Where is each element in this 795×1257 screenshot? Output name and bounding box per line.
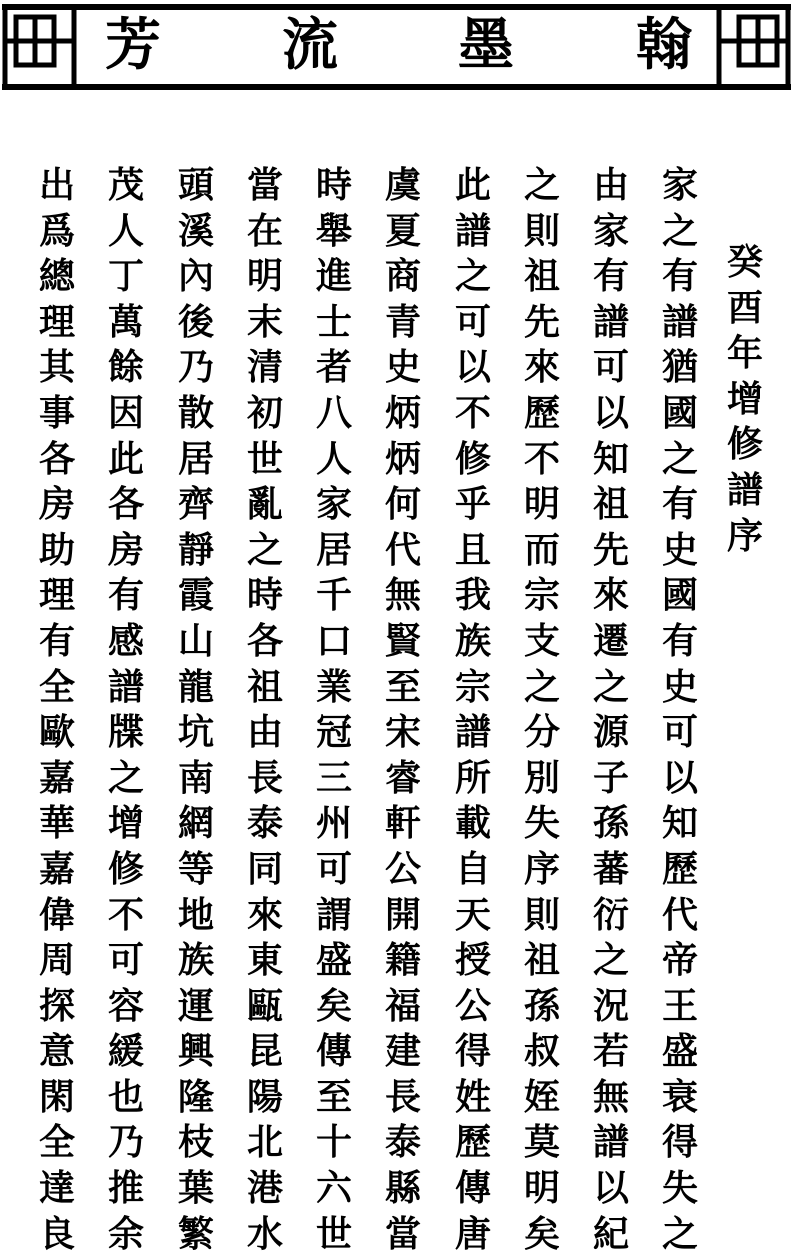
text-char: 八	[315, 391, 352, 434]
title-char-4: 翰	[636, 12, 692, 78]
text-char: 明	[246, 255, 283, 298]
text-char: 長	[246, 756, 283, 799]
text-char: 籍	[384, 939, 421, 982]
text-char: 人	[315, 437, 352, 480]
title-char-2: 流	[282, 12, 338, 78]
text-char: 當	[246, 164, 283, 206]
text-char: 之	[523, 164, 560, 206]
text-char: 得	[661, 1121, 698, 1164]
text-char: 可	[315, 847, 352, 890]
text-char: 我	[454, 574, 491, 617]
text-char: 修	[726, 423, 763, 466]
text-char: 葉	[177, 1167, 214, 1210]
text-char: 則	[523, 209, 560, 252]
text-char: 理	[38, 300, 75, 343]
text-char: 以	[592, 1167, 629, 1210]
text-char: 運	[177, 984, 214, 1027]
text-char: 南	[177, 756, 214, 799]
text-char: 譜	[107, 665, 144, 708]
text-char: 可	[107, 939, 144, 982]
text-char: 譜	[454, 209, 491, 252]
text-char: 傳	[315, 1030, 352, 1073]
text-char: 霞	[177, 574, 214, 617]
text-char: 來	[592, 574, 629, 617]
text-char: 炳	[384, 391, 421, 434]
text-char: 史	[661, 528, 698, 571]
text-char: 天	[454, 893, 491, 936]
text-char: 不	[523, 437, 560, 480]
text-column-8	[174, 163, 218, 1257]
text-char: 來	[246, 893, 283, 936]
text-char: 修	[454, 437, 491, 480]
text-char: 時	[315, 164, 352, 206]
text-char: 來	[523, 346, 560, 389]
text-char: 序	[523, 847, 560, 890]
text-char: 謂	[315, 893, 352, 936]
text-char: 歷	[523, 391, 560, 434]
text-char: 家	[315, 483, 352, 526]
text-char: 助	[38, 528, 75, 571]
text-char: 譜	[592, 300, 629, 343]
text-column-4	[451, 163, 495, 1257]
text-char: 各	[38, 437, 75, 480]
text-char: 之	[661, 437, 698, 480]
text-char: 家	[661, 164, 698, 206]
text-char: 丁	[107, 255, 144, 298]
text-char: 人	[107, 209, 144, 252]
text-char: 修	[107, 847, 144, 890]
text-char: 且	[454, 528, 491, 571]
text-column-3	[520, 163, 564, 1257]
text-char: 良	[38, 1212, 75, 1255]
text-char: 授	[454, 939, 491, 982]
text-char: 末	[246, 300, 283, 343]
text-char: 譜	[592, 1121, 629, 1164]
text-char: 之	[592, 665, 629, 708]
text-char: 至	[384, 665, 421, 708]
text-char: 在	[246, 209, 283, 252]
text-char: 泰	[246, 802, 283, 845]
text-char: 之	[592, 939, 629, 982]
text-char: 睿	[384, 756, 421, 799]
text-char: 不	[107, 893, 144, 936]
text-char: 以	[454, 346, 491, 389]
text-char: 出	[38, 164, 75, 206]
text-char: 先	[592, 528, 629, 571]
text-char: 周	[38, 939, 75, 982]
text-char: 史	[384, 346, 421, 389]
text-char: 居	[315, 528, 352, 571]
text-char: 而	[523, 528, 560, 571]
text-char: 北	[246, 1121, 283, 1164]
text-char: 推	[107, 1167, 144, 1210]
text-char: 理	[38, 574, 75, 617]
text-char: 況	[592, 984, 629, 1027]
text-char: 華	[38, 802, 75, 845]
text-char: 宗	[454, 665, 491, 708]
text-char: 之	[454, 255, 491, 298]
text-char: 分	[523, 711, 560, 754]
text-char: 口	[315, 619, 352, 662]
text-char: 乎	[454, 483, 491, 526]
text-char: 世	[246, 437, 283, 480]
text-char: 達	[38, 1167, 75, 1210]
text-char: 六	[315, 1167, 352, 1210]
text-char: 帝	[661, 939, 698, 982]
text-char: 地	[177, 893, 214, 936]
text-char: 舉	[315, 209, 352, 252]
text-char: 傳	[454, 1167, 491, 1210]
text-column-1	[658, 163, 702, 1257]
text-char: 歷	[454, 1121, 491, 1164]
text-char: 載	[454, 802, 491, 845]
text-char: 爲	[38, 209, 75, 252]
text-char: 當	[384, 1212, 421, 1255]
text-column-5	[381, 163, 425, 1257]
text-char: 蕃	[592, 847, 629, 890]
text-char: 得	[454, 1030, 491, 1073]
text-char: 溪	[177, 209, 214, 252]
text-char: 餘	[107, 346, 144, 389]
text-char: 嘉	[38, 756, 75, 799]
title-char-3: 墨	[458, 12, 514, 78]
text-char: 感	[107, 619, 144, 662]
text-char: 泰	[384, 1121, 421, 1164]
text-char: 別	[523, 756, 560, 799]
text-char: 無	[384, 574, 421, 617]
text-char: 繁	[177, 1212, 214, 1255]
text-char: 源	[592, 711, 629, 754]
text-char: 乃	[177, 346, 214, 389]
text-char: 炳	[384, 437, 421, 480]
text-char: 宗	[523, 574, 560, 617]
text-char: 之	[661, 209, 698, 252]
text-char: 矣	[523, 1212, 560, 1255]
text-char: 後	[177, 300, 214, 343]
text-char: 昆	[246, 1030, 283, 1073]
text-char: 酉	[726, 286, 763, 329]
text-char: 閑	[38, 1075, 75, 1118]
text-char: 之	[661, 1212, 698, 1255]
text-char: 甌	[246, 984, 283, 1027]
text-char: 牒	[107, 711, 144, 754]
text-char: 齊	[177, 483, 214, 526]
text-char: 知	[592, 437, 629, 480]
text-char: 代	[384, 528, 421, 571]
text-char: 等	[177, 847, 214, 890]
text-char: 靜	[177, 528, 214, 571]
text-char: 冠	[315, 711, 352, 754]
text-column-10	[35, 163, 79, 1257]
text-char: 全	[38, 1121, 75, 1164]
text-column-2	[589, 163, 633, 1257]
text-char: 萬	[107, 300, 144, 343]
text-char: 偉	[38, 893, 75, 936]
text-char: 有	[661, 619, 698, 662]
text-char: 龍	[177, 665, 214, 708]
title-char-1: 芳	[105, 12, 161, 78]
text-char: 以	[661, 756, 698, 799]
text-char: 族	[454, 619, 491, 662]
text-char: 清	[246, 346, 283, 389]
text-char: 譜	[661, 300, 698, 343]
text-char: 三	[315, 756, 352, 799]
text-char: 有	[661, 483, 698, 526]
text-char: 失	[523, 802, 560, 845]
text-char: 由	[592, 164, 629, 206]
text-column-7	[243, 163, 287, 1257]
text-char: 夏	[384, 209, 421, 252]
text-char: 其	[38, 346, 75, 389]
text-char: 遷	[592, 619, 629, 662]
text-char: 十	[315, 1121, 352, 1164]
text-char: 全	[38, 665, 75, 708]
text-char: 無	[592, 1075, 629, 1118]
text-char: 子	[592, 756, 629, 799]
text-char: 網	[177, 802, 214, 845]
text-column-6	[312, 163, 356, 1257]
text-char: 唐	[454, 1212, 491, 1255]
text-char: 可	[661, 711, 698, 754]
text-char: 嘉	[38, 847, 75, 890]
text-char: 姪	[523, 1075, 560, 1118]
text-char: 祖	[246, 665, 283, 708]
text-char: 散	[177, 391, 214, 434]
text-char: 可	[454, 300, 491, 343]
text-char: 孫	[592, 802, 629, 845]
text-char: 姓	[454, 1075, 491, 1118]
text-char: 增	[726, 377, 763, 420]
text-char: 公	[454, 984, 491, 1027]
text-char: 矣	[315, 984, 352, 1027]
text-char: 家	[592, 209, 629, 252]
text-char: 有	[107, 574, 144, 617]
text-char: 叔	[523, 1030, 560, 1073]
text-char: 事	[38, 391, 75, 434]
text-char: 者	[315, 346, 352, 389]
text-char: 各	[246, 619, 283, 662]
text-char: 宋	[384, 711, 421, 754]
text-char: 總	[38, 255, 75, 298]
text-char: 由	[246, 711, 283, 754]
text-char: 不	[454, 391, 491, 434]
text-char: 明	[523, 1167, 560, 1210]
text-char: 歷	[661, 847, 698, 890]
text-char: 軒	[384, 802, 421, 845]
text-char: 可	[592, 346, 629, 389]
text-char: 房	[107, 528, 144, 571]
text-char: 盛	[315, 939, 352, 982]
text-char: 初	[246, 391, 283, 434]
text-column-9	[104, 163, 148, 1257]
text-char: 有	[38, 619, 75, 662]
text-char: 隆	[177, 1075, 214, 1118]
text-char: 之	[107, 756, 144, 799]
text-char: 此	[107, 437, 144, 480]
text-char: 茂	[107, 164, 144, 206]
text-char: 長	[384, 1075, 421, 1118]
text-char: 代	[661, 893, 698, 936]
text-char: 容	[107, 984, 144, 1027]
text-char: 失	[661, 1167, 698, 1210]
text-char: 之	[246, 528, 283, 571]
header-banner	[2, 3, 791, 90]
text-char: 紀	[592, 1212, 629, 1255]
text-char: 祖	[592, 483, 629, 526]
text-char: 祖	[523, 255, 560, 298]
text-char: 明	[523, 483, 560, 526]
text-char: 有	[661, 255, 698, 298]
text-char: 虞	[384, 164, 421, 206]
text-char: 商	[384, 255, 421, 298]
text-char: 千	[315, 574, 352, 617]
text-char: 乃	[107, 1121, 144, 1164]
text-char: 猶	[661, 346, 698, 389]
text-char: 王	[661, 984, 698, 1027]
text-char: 州	[315, 802, 352, 845]
text-char: 莫	[523, 1121, 560, 1164]
text-char: 坑	[177, 711, 214, 754]
text-char: 意	[38, 1030, 75, 1073]
text-char: 各	[107, 483, 144, 526]
text-char: 福	[384, 984, 421, 1027]
text-char: 國	[661, 574, 698, 617]
text-char: 之	[523, 665, 560, 708]
text-char: 所	[454, 756, 491, 799]
text-char: 衍	[592, 893, 629, 936]
text-char: 青	[384, 300, 421, 343]
text-char: 時	[246, 574, 283, 617]
text-char: 有	[592, 255, 629, 298]
text-char: 歐	[38, 711, 75, 754]
text-char: 先	[523, 300, 560, 343]
text-char: 序	[726, 514, 763, 557]
text-char: 水	[246, 1212, 283, 1255]
text-char: 則	[523, 893, 560, 936]
text-char: 國	[661, 391, 698, 434]
text-char: 同	[246, 847, 283, 890]
text-char: 族	[177, 939, 214, 982]
text-char: 山	[177, 619, 214, 662]
text-char: 增	[107, 802, 144, 845]
text-char: 此	[454, 164, 491, 206]
text-char: 癸	[726, 241, 763, 283]
text-char: 年	[726, 332, 763, 375]
text-char: 以	[592, 391, 629, 434]
text-char: 衰	[661, 1075, 698, 1118]
text-char: 港	[246, 1167, 283, 1210]
text-char: 譜	[454, 711, 491, 754]
text-char: 士	[315, 300, 352, 343]
text-char: 何	[384, 483, 421, 526]
text-char: 支	[523, 619, 560, 662]
preface-subtitle	[723, 240, 767, 559]
text-char: 東	[246, 939, 283, 982]
text-char: 業	[315, 665, 352, 708]
text-char: 頭	[177, 164, 214, 206]
text-char: 余	[107, 1212, 144, 1255]
text-char: 世	[315, 1212, 352, 1255]
text-char: 孫	[523, 984, 560, 1027]
text-char: 進	[315, 255, 352, 298]
text-char: 建	[384, 1030, 421, 1073]
text-char: 至	[315, 1075, 352, 1118]
text-char: 若	[592, 1030, 629, 1073]
text-char: 居	[177, 437, 214, 480]
text-char: 盛	[661, 1030, 698, 1073]
text-char: 因	[107, 391, 144, 434]
text-char: 祖	[523, 939, 560, 982]
text-char: 也	[107, 1075, 144, 1118]
text-char: 縣	[384, 1167, 421, 1210]
text-char: 開	[384, 893, 421, 936]
text-char: 公	[384, 847, 421, 890]
text-char: 緩	[107, 1030, 144, 1073]
text-char: 興	[177, 1030, 214, 1073]
text-char: 賢	[384, 619, 421, 662]
text-char: 譜	[726, 468, 763, 511]
text-char: 知	[661, 802, 698, 845]
text-char: 亂	[246, 483, 283, 526]
text-char: 內	[177, 255, 214, 298]
text-char: 枝	[177, 1121, 214, 1164]
text-char: 探	[38, 984, 75, 1027]
text-char: 陽	[246, 1075, 283, 1118]
text-char: 史	[661, 665, 698, 708]
text-char: 自	[454, 847, 491, 890]
text-char: 房	[38, 483, 75, 526]
